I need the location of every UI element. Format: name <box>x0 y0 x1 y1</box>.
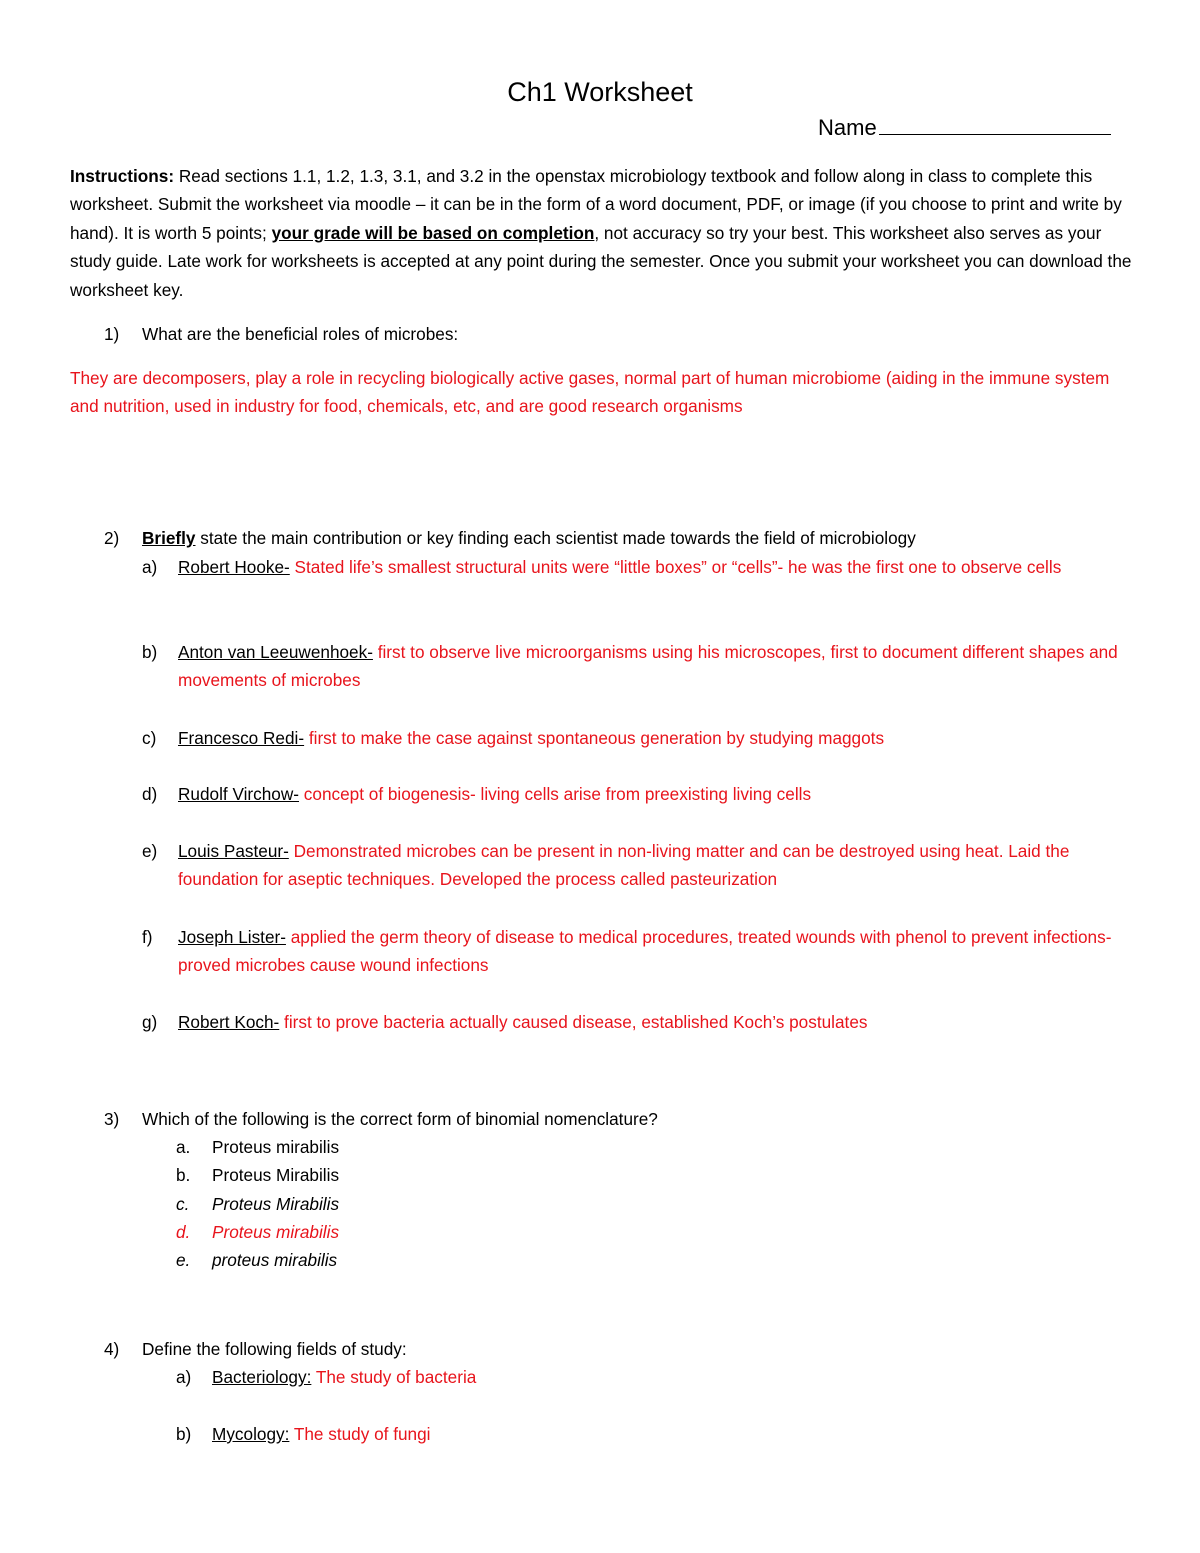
question-3-number: 3) <box>104 1109 120 1129</box>
item-mark: a) <box>142 557 158 577</box>
field-item <box>176 1420 1132 1448</box>
option-text: Proteus mirabilis <box>212 1222 340 1242</box>
page-title: Ch1 Worksheet <box>507 77 693 107</box>
name-label: Name <box>818 115 877 140</box>
scientist-name: Francesco Redi- <box>178 728 305 748</box>
option-mark: e. <box>176 1250 191 1270</box>
scientist-name: Robert Koch- <box>178 1012 280 1032</box>
item-mark: b) <box>142 642 158 662</box>
instructions-text-1: Read sections 1.1, 1.2, 1.3, 3.1, and 3.2 in the openstax microbiology textbook and follow along in class to complete this worksheet. Submit the worksheet via moodle – it can be in the form of a word document, PDF, or image (if you choose to print and write by hand). It is worth 5 points; <box>70 166 1122 243</box>
item-mark: b) <box>176 1424 192 1444</box>
option-mark: a. <box>176 1137 191 1157</box>
option-item-correct <box>176 1218 1132 1246</box>
scientist-answer: Demonstrated microbes can be present in non-living matter and can be destroyed using heat. Laid the foundation for aseptic techniques. Developed the process called pasteurization <box>178 841 1070 890</box>
question-4-number: 4) <box>104 1339 120 1359</box>
option-text: proteus mirabilis <box>212 1250 338 1270</box>
field-answer: The study of fungi <box>289 1424 431 1444</box>
name-blank-line <box>879 114 1111 135</box>
option-item <box>176 1161 1132 1189</box>
field-term: Bacteriology: <box>212 1367 312 1387</box>
question-2-bold-word: Briefly <box>142 528 196 548</box>
instructions-label: Instructions: <box>70 166 175 186</box>
scientist-item <box>142 638 1132 695</box>
question-2-prompt: state the main contribution or key finding each scientist made towards the field of microbiology <box>195 528 916 548</box>
scientist-answer: first to make the case against spontaneous generation by studying maggots <box>304 728 885 748</box>
item-mark: g) <box>142 1012 158 1032</box>
scientist-answer: applied the germ theory of disease to medical procedures, treated wounds with phenol to prevent infections- proved microbes cause wound infections <box>178 927 1112 976</box>
instructions-paragraph <box>70 162 1132 304</box>
question-4-text: Define the following fields of study: <box>142 1339 407 1359</box>
scientist-answer: Stated life’s smallest structural units were “little boxes” or “cells”- he was the first one to observe cells <box>289 557 1062 577</box>
question-1 <box>70 320 1132 348</box>
field-answer: The study of bacteria <box>311 1367 477 1387</box>
name-field <box>818 113 1111 143</box>
question-2-number: 2) <box>104 528 120 548</box>
field-item <box>176 1363 1132 1391</box>
item-mark: e) <box>142 841 158 861</box>
option-item <box>176 1246 1132 1274</box>
option-text: Proteus Mirabilis <box>212 1165 340 1185</box>
scientist-name: Robert Hooke- <box>178 557 290 577</box>
question-2-text <box>142 524 1132 552</box>
item-mark: d) <box>142 784 158 804</box>
scientist-answer: concept of biogenesis- living cells arise from preexisting living cells <box>299 784 812 804</box>
scientist-item <box>142 837 1132 894</box>
scientist-answer: first to prove bacteria actually caused disease, established Koch’s postulates <box>279 1012 868 1032</box>
option-mark: b. <box>176 1165 191 1185</box>
scientist-name: Louis Pasteur- <box>178 841 289 861</box>
question-2 <box>70 524 1132 552</box>
option-item <box>176 1133 1132 1161</box>
option-text: Proteus Mirabilis <box>212 1194 340 1214</box>
scientist-item <box>142 923 1132 980</box>
question-1-answer: They are decomposers, play a role in recycling biologically active gases, normal part of human microbiome (aiding in the immune system and nutrition, used in industry for food, chemicals, etc, and are good research organisms <box>70 368 1110 417</box>
item-mark: c) <box>142 728 157 748</box>
scientist-name: Joseph Lister- <box>178 927 286 947</box>
option-text: Proteus mirabilis <box>212 1137 340 1157</box>
scientist-item <box>142 1008 1132 1036</box>
scientist-name: Rudolf Virchow- <box>178 784 300 804</box>
scientist-item <box>142 724 1132 752</box>
question-1-text: What are the beneficial roles of microbes: <box>142 324 459 344</box>
question-3 <box>70 1105 1132 1133</box>
question-1-number: 1) <box>104 324 120 344</box>
scientist-item <box>142 780 1132 808</box>
instructions-emphasis: your grade will be based on completion <box>271 222 595 243</box>
scientist-name: Anton van Leeuwenhoek- <box>178 642 373 662</box>
question-3-text: Which of the following is the correct form of binomial nomenclature? <box>142 1109 658 1129</box>
question-4 <box>70 1335 1132 1363</box>
option-item <box>176 1190 1132 1218</box>
scientist-item <box>142 553 1132 581</box>
field-term: Mycology: <box>212 1424 290 1444</box>
scientist-answer: first to observe live microorganisms using his microscopes, first to document different shapes and movements of microbes <box>178 642 1118 691</box>
option-mark: c. <box>176 1194 190 1214</box>
item-mark: f) <box>142 927 153 947</box>
instructions-text-2: , not accuracy so try your best. This worksheet also serves as your study guide. Late work for worksheets is accepted at any point during the semester. Once you submit your worksheet you can download the worksheet key. <box>70 222 1132 300</box>
item-mark: a) <box>176 1367 192 1387</box>
option-mark: d. <box>176 1222 191 1242</box>
